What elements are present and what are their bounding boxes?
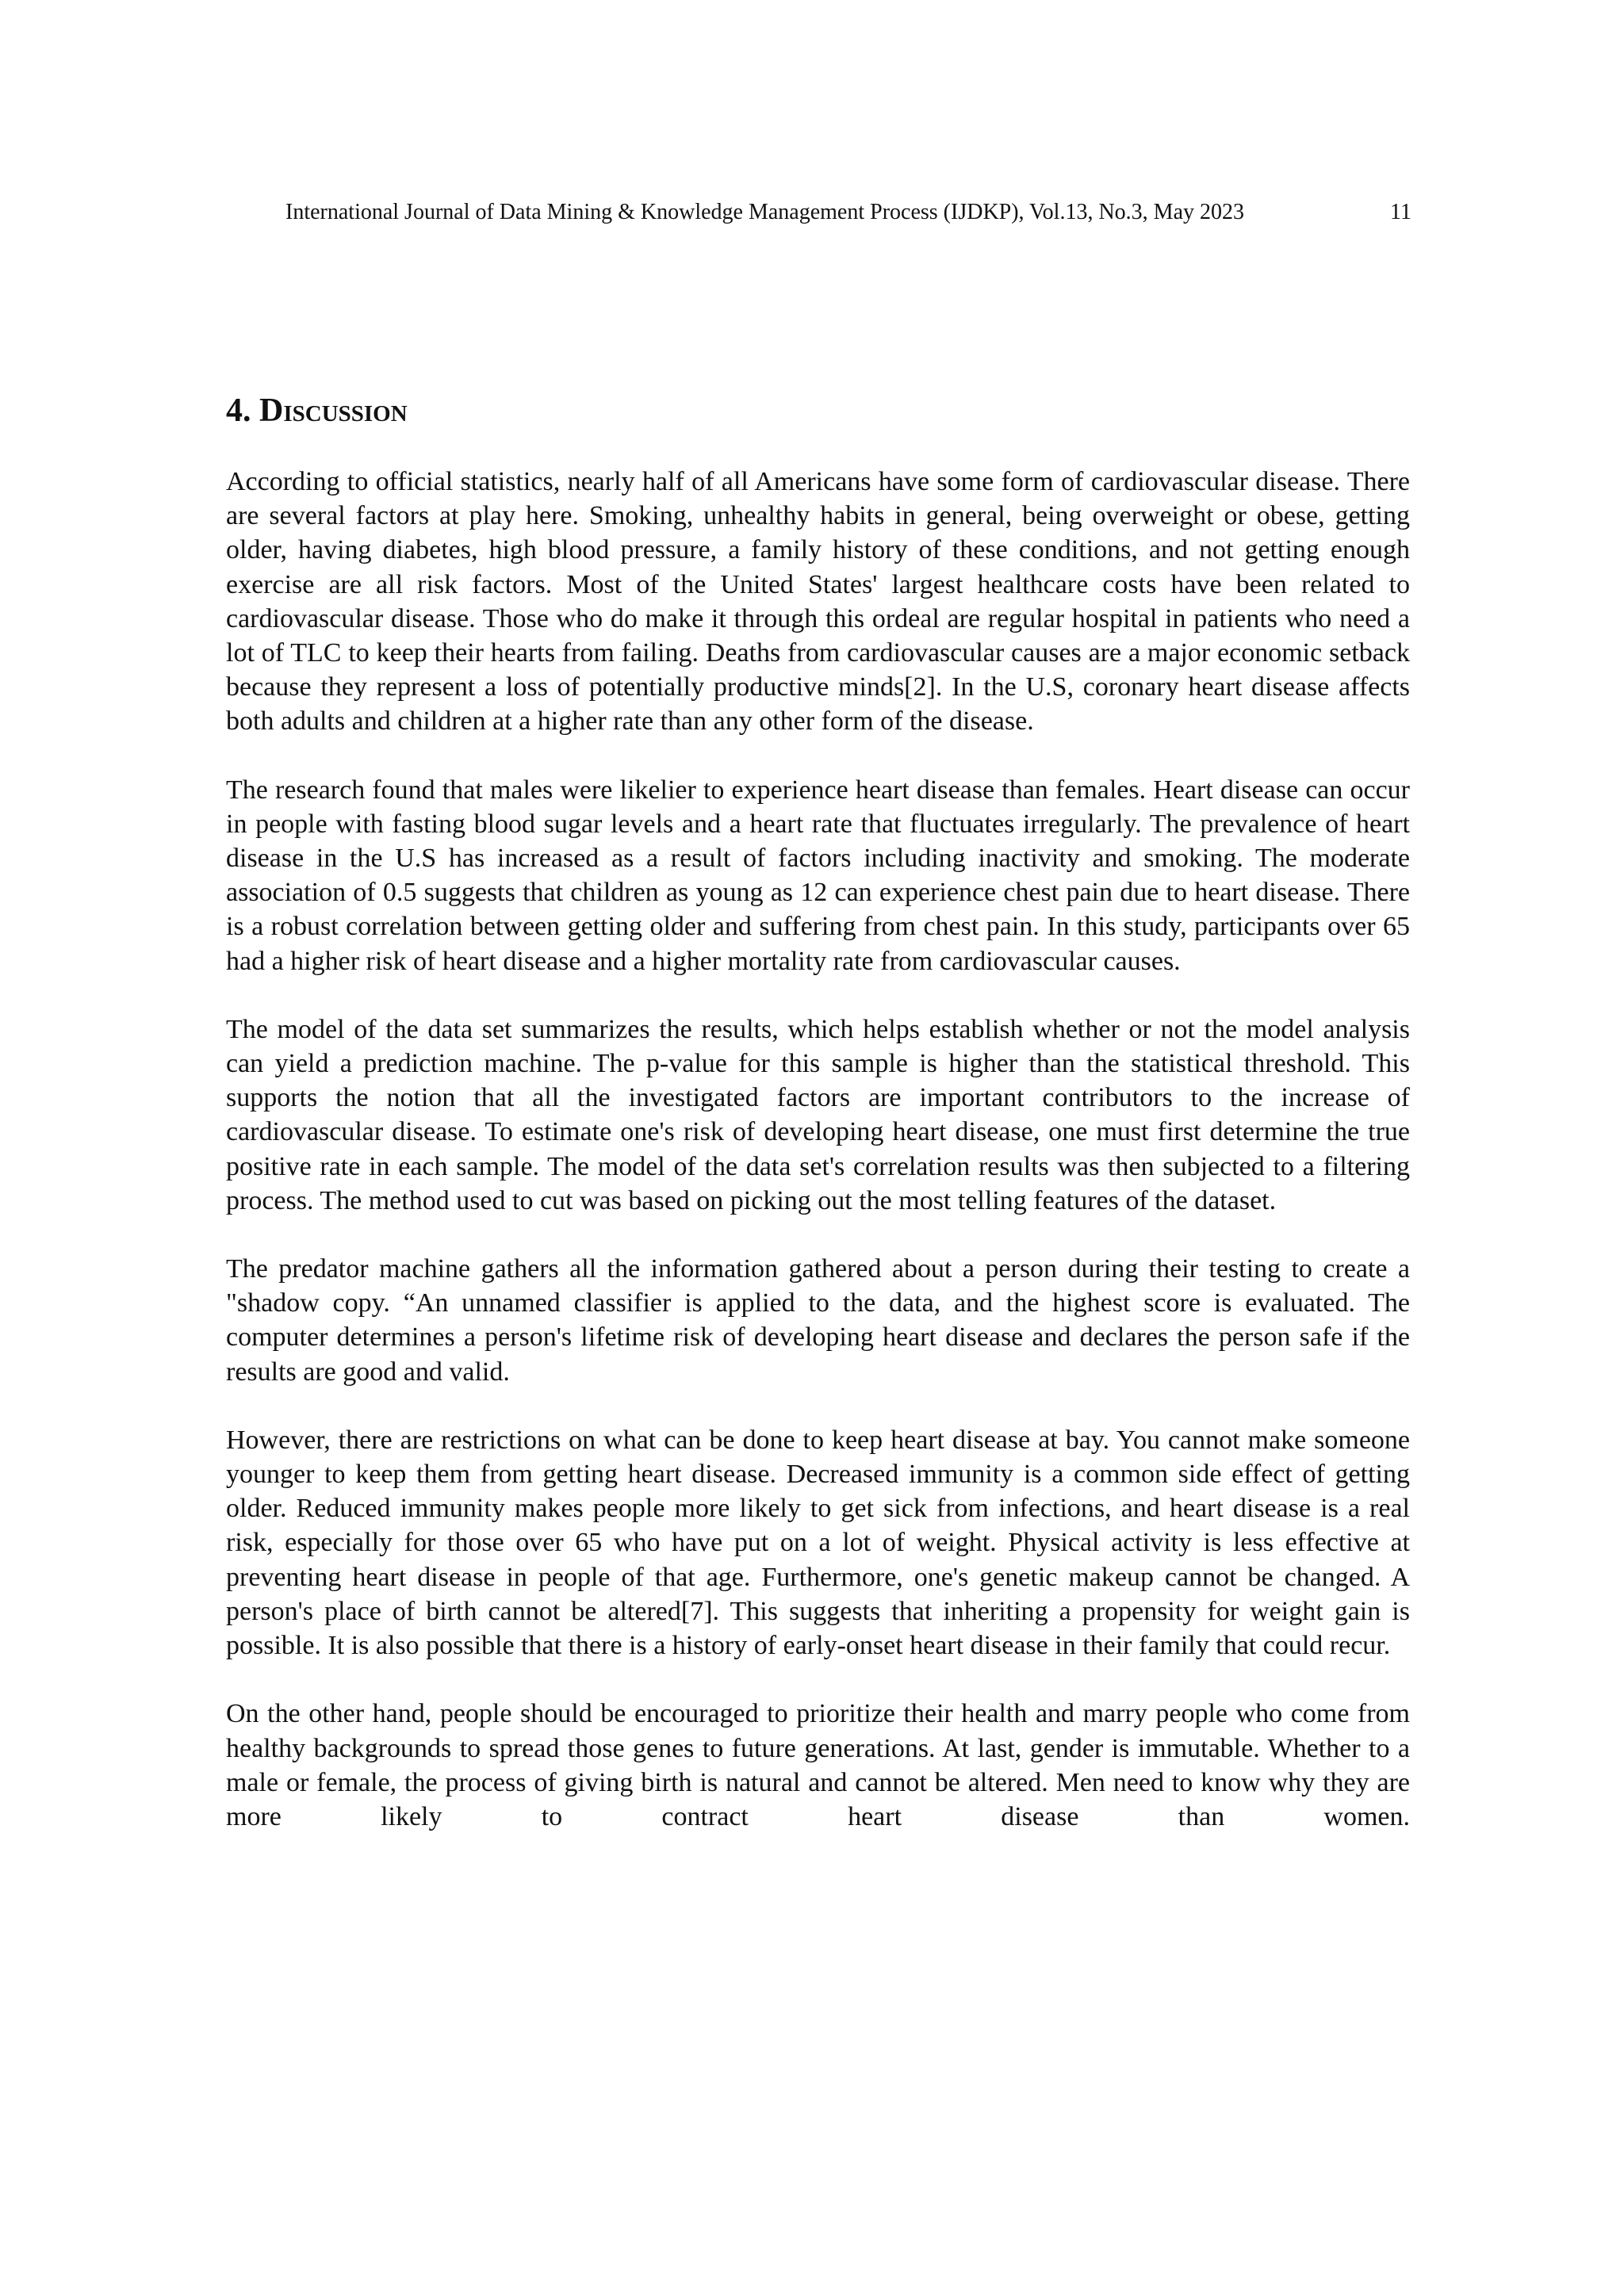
paragraph-2: The research found that males were likelier to experience heart disease than females. Heart disease can occur in people with fasting blood sugar levels and a heart rate that fluctuates irregularly. The prevalence of heart disease in the U.S has increased as a result of factors including inactivity and smoking. The moderate association of 0.5 suggests that children as young as 12 can experience chest pain due to heart disease. There is a robust correlation between getting older and suffering from chest pain. In this study, participants over 65 had a higher risk of heart disease and a higher mortality rate from cardiovascular causes.	[226, 775, 1410, 976]
section-title-rest: iscussion	[283, 392, 408, 429]
section-heading	[226, 388, 408, 433]
section-number: 4.	[226, 392, 259, 429]
journal-citation: International Journal of Data Mining & Knowledge Management Process (IJDKP), Vol.13, No.3, May 2023	[285, 200, 1244, 224]
section-title-initial: D	[259, 392, 284, 429]
discussion-body	[226, 465, 1410, 1834]
paragraph-5: However, there are restrictions on what can be done to keep heart disease at bay. You cannot make someone younger to keep them from getting heart disease. Decreased immunity is a common side effect of getting older. Reduced immunity makes people more likely to get sick from infections, and heart disease is a real risk, especially for those over 65 who have put on a lot of weight. Physical activity is less effective at preventing heart disease in people of that age. Furthermore, one's genetic makeup cannot be changed. A person's place of birth cannot be altered[7]. This suggests that inheriting a propensity for weight gain is possible. It is also possible that there is a history of early-onset heart disease in their family that could recur.	[226, 1425, 1410, 1661]
paragraph-4: The predator machine gathers all the information gathered about a person during their testing to create a "shadow copy. “An unnamed classifier is applied to the data, and the highest score is evaluated. The computer determines a person's lifetime risk of developing heart disease and declares the person safe if the results are good and valid.	[226, 1254, 1410, 1387]
paragraph-3: The model of the data set summarizes the results, which helps establish whether or not the model analysis can yield a prediction machine. The p-value for this sample is higher than the statistical threshold. This supports the notion that all the investigated factors are important contributors to the increase of cardiovascular disease. To estimate one's risk of developing heart disease, one must first determine the true positive rate in each sample. The model of the data set's correlation results was then subjected to a filtering process. The method used to cut was based on picking out the most telling features of the dataset.	[226, 1014, 1410, 1215]
page-number: 11	[1390, 200, 1411, 224]
paragraph-1: According to official statistics, nearly half of all Americans have some form of cardiovascular disease. There are several factors at play here. Smoking, unhealthy habits in general, being overweight or obese, getting older, having diabetes, high blood pressure, a family history of these conditions, and not getting enough exercise are all risk factors. Most of the United States' largest healthcare costs have been related to cardiovascular disease. Those who do make it through this ordeal are regular hospital in patients who need a lot of TLC to keep their hearts from failing. Deaths from cardiovascular causes are a major economic setback because they represent a loss of potentially productive minds[2]. In the U.S, coronary heart disease affects both adults and children at a higher rate than any other form of the disease.	[226, 467, 1410, 737]
paragraph-6: On the other hand, people should be encouraged to prioritize their health and marry people who come from healthy backgrounds to spread those genes to future generations. At last, gender is immutable. Whether to a male or female, the process of giving birth is natural and cannot be altered. Men need to know why they are more likely to contract heart disease than women.	[226, 1699, 1410, 1831]
running-header	[285, 198, 1411, 227]
